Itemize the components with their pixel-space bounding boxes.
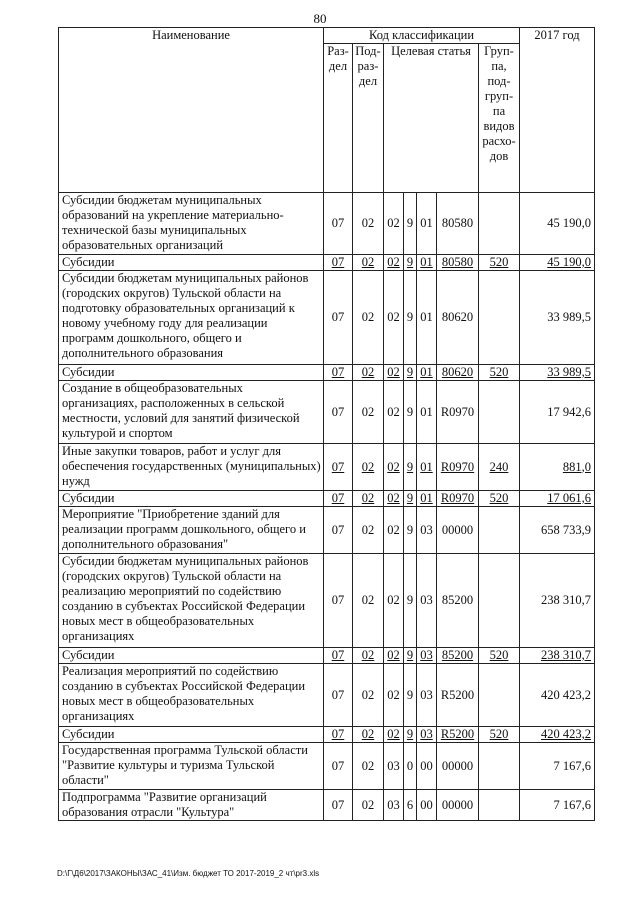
cell-cs1: 02 [384, 648, 404, 664]
cell-cs2: 6 [404, 790, 417, 821]
row-name: Субсидии бюджетам муниципальных образований на укрепление материально-технической базы муниципальных образовательных организаций [59, 193, 324, 255]
table-row [59, 365, 595, 381]
cell-cs3: 03 [417, 507, 437, 554]
cell-podrazdel: 02 [353, 727, 384, 743]
cell-amount: 238 310,7 [520, 648, 595, 664]
row-name: Субсидии [59, 365, 324, 381]
cell-cs2: 9 [404, 491, 417, 507]
cell-cs4: 85200 [437, 648, 479, 664]
cell-razdel: 07 [324, 743, 353, 790]
row-name: Субсидии [59, 491, 324, 507]
cell-vr: 520 [479, 491, 520, 507]
cell-vr: 520 [479, 255, 520, 271]
cell-cs4: 00000 [437, 507, 479, 554]
cell-cs1: 02 [384, 271, 404, 365]
header-year: 2017 год [520, 28, 595, 193]
cell-cs2: 0 [404, 743, 417, 790]
header-name: Наименование [59, 28, 324, 193]
cell-cs2: 9 [404, 664, 417, 727]
cell-cs2: 9 [404, 444, 417, 491]
cell-podrazdel: 02 [353, 255, 384, 271]
cell-razdel: 07 [324, 365, 353, 381]
cell-vr [479, 507, 520, 554]
cell-cs1: 02 [384, 664, 404, 727]
cell-amount: 420 423,2 [520, 664, 595, 727]
table-row [59, 507, 595, 554]
cell-razdel: 07 [324, 790, 353, 821]
cell-cs1: 03 [384, 790, 404, 821]
cell-podrazdel: 02 [353, 271, 384, 365]
cell-cs1: 02 [384, 491, 404, 507]
cell-vr: 520 [479, 648, 520, 664]
table-row [59, 444, 595, 491]
cell-vr [479, 664, 520, 727]
cell-cs4: 80620 [437, 365, 479, 381]
cell-vr [479, 381, 520, 444]
cell-podrazdel: 02 [353, 790, 384, 821]
cell-podrazdel: 02 [353, 491, 384, 507]
cell-podrazdel: 02 [353, 664, 384, 727]
table-row [59, 554, 595, 648]
cell-vr [479, 554, 520, 648]
cell-cs4: R5200 [437, 664, 479, 727]
cell-cs2: 9 [404, 365, 417, 381]
header-section: Раз- дел [324, 44, 353, 193]
cell-podrazdel: 02 [353, 444, 384, 491]
cell-vr: 520 [479, 727, 520, 743]
cell-amount: 658 733,9 [520, 507, 595, 554]
cell-podrazdel: 02 [353, 193, 384, 255]
cell-cs3: 01 [417, 193, 437, 255]
row-name: Субсидии бюджетам муниципальных районов (городских округов) Тульской области на реализацию мероприятий по содействию созданию в субъектах Российской Федерации новых мест в общеобразовательных организациях [59, 554, 324, 648]
row-name: Субсидии [59, 648, 324, 664]
cell-vr [479, 790, 520, 821]
cell-podrazdel: 02 [353, 507, 384, 554]
table-row [59, 790, 595, 821]
cell-cs1: 02 [384, 381, 404, 444]
header-classification: Код классификации [324, 28, 520, 44]
row-name: Иные закупки товаров, работ и услуг для обеспечения государственных (муниципальных) нужд [59, 444, 324, 491]
cell-cs2: 9 [404, 271, 417, 365]
cell-cs2: 9 [404, 507, 417, 554]
row-name: Реализация мероприятий по содействию созданию в субъектах Российской Федерации новых мест в общеобразовательных организациях [59, 664, 324, 727]
cell-cs3: 01 [417, 491, 437, 507]
table-row [59, 381, 595, 444]
header-target-article: Целевая статья [384, 44, 479, 193]
cell-cs3: 03 [417, 727, 437, 743]
cell-razdel: 07 [324, 381, 353, 444]
cell-cs1: 02 [384, 255, 404, 271]
cell-cs1: 02 [384, 507, 404, 554]
row-name: Субсидии [59, 727, 324, 743]
cell-amount: 238 310,7 [520, 554, 595, 648]
table-row [59, 255, 595, 271]
cell-cs3: 03 [417, 664, 437, 727]
cell-cs1: 02 [384, 727, 404, 743]
cell-cs4: 00000 [437, 790, 479, 821]
cell-razdel: 07 [324, 255, 353, 271]
cell-amount: 881,0 [520, 444, 595, 491]
cell-vr [479, 271, 520, 365]
cell-razdel: 07 [324, 193, 353, 255]
cell-razdel: 07 [324, 491, 353, 507]
cell-cs2: 9 [404, 193, 417, 255]
table-row [59, 727, 595, 743]
cell-cs1: 02 [384, 444, 404, 491]
cell-razdel: 07 [324, 727, 353, 743]
cell-podrazdel: 02 [353, 554, 384, 648]
cell-cs4: 80580 [437, 255, 479, 271]
cell-cs1: 03 [384, 743, 404, 790]
page-number: 80 [313, 11, 327, 26]
cell-razdel: 07 [324, 664, 353, 727]
table-row [59, 271, 595, 365]
cell-amount: 33 989,5 [520, 271, 595, 365]
cell-cs4: R0970 [437, 444, 479, 491]
cell-cs3: 01 [417, 444, 437, 491]
table-row [59, 743, 595, 790]
cell-cs4: R5200 [437, 727, 479, 743]
cell-amount: 17 061,6 [520, 491, 595, 507]
row-name: Государственная программа Тульской области "Развитие культуры и туризма Тульской области" [59, 743, 324, 790]
cell-vr: 240 [479, 444, 520, 491]
header-subsection: Под- раз- дел [353, 44, 384, 193]
cell-amount: 33 989,5 [520, 365, 595, 381]
cell-amount: 7 167,6 [520, 743, 595, 790]
cell-cs1: 02 [384, 365, 404, 381]
cell-amount: 420 423,2 [520, 727, 595, 743]
cell-cs4: 00000 [437, 743, 479, 790]
cell-cs2: 9 [404, 554, 417, 648]
cell-cs4: 80620 [437, 271, 479, 365]
cell-podrazdel: 02 [353, 381, 384, 444]
cell-vr [479, 193, 520, 255]
row-name: Создание в общеобразовательных организациях, расположенных в сельской местности, условий для занятий физической культурой и спортом [59, 381, 324, 444]
cell-razdel: 07 [324, 271, 353, 365]
row-name: Подпрограмма "Развитие организаций образования отрасли "Культура" [59, 790, 324, 821]
header-expense-group: Груп- па, под- груп- па видов расхо- дов [479, 44, 520, 193]
cell-cs3: 00 [417, 790, 437, 821]
cell-cs3: 03 [417, 648, 437, 664]
table-row [59, 491, 595, 507]
row-name: Субсидии бюджетам муниципальных районов (городских округов) Тульской области на подготовку образовательных организаций к новому учебному году для реализации программ дошкольного, общего и дополнительного образования [59, 271, 324, 365]
file-path-footer: D:\Г\Д6\2017\ЗАКОНЫ\ЗАС_41\Изм. бюджет ТО 2017-2019_2 чт\pr3.xls [57, 869, 320, 878]
budget-table [58, 27, 595, 821]
cell-cs3: 01 [417, 381, 437, 444]
cell-cs1: 02 [384, 554, 404, 648]
row-name: Субсидии [59, 255, 324, 271]
cell-podrazdel: 02 [353, 365, 384, 381]
cell-cs2: 9 [404, 648, 417, 664]
cell-razdel: 07 [324, 444, 353, 491]
table-row [59, 193, 595, 255]
cell-vr [479, 743, 520, 790]
cell-cs3: 01 [417, 365, 437, 381]
cell-cs4: R0970 [437, 381, 479, 444]
cell-amount: 17 942,6 [520, 381, 595, 444]
cell-cs1: 02 [384, 193, 404, 255]
cell-amount: 7 167,6 [520, 790, 595, 821]
cell-amount: 45 190,0 [520, 255, 595, 271]
cell-podrazdel: 02 [353, 648, 384, 664]
cell-cs3: 03 [417, 554, 437, 648]
cell-razdel: 07 [324, 554, 353, 648]
cell-cs2: 9 [404, 255, 417, 271]
cell-razdel: 07 [324, 648, 353, 664]
cell-cs3: 00 [417, 743, 437, 790]
cell-cs4: R0970 [437, 491, 479, 507]
cell-cs3: 01 [417, 271, 437, 365]
cell-amount: 45 190,0 [520, 193, 595, 255]
cell-cs2: 9 [404, 727, 417, 743]
cell-podrazdel: 02 [353, 743, 384, 790]
cell-vr: 520 [479, 365, 520, 381]
cell-cs2: 9 [404, 381, 417, 444]
cell-cs4: 80580 [437, 193, 479, 255]
table-row [59, 648, 595, 664]
cell-razdel: 07 [324, 507, 353, 554]
row-name: Мероприятие "Приобретение зданий для реализации программ дошкольного, общего и дополнительного образования" [59, 507, 324, 554]
cell-cs3: 01 [417, 255, 437, 271]
table-row [59, 664, 595, 727]
cell-cs4: 85200 [437, 554, 479, 648]
